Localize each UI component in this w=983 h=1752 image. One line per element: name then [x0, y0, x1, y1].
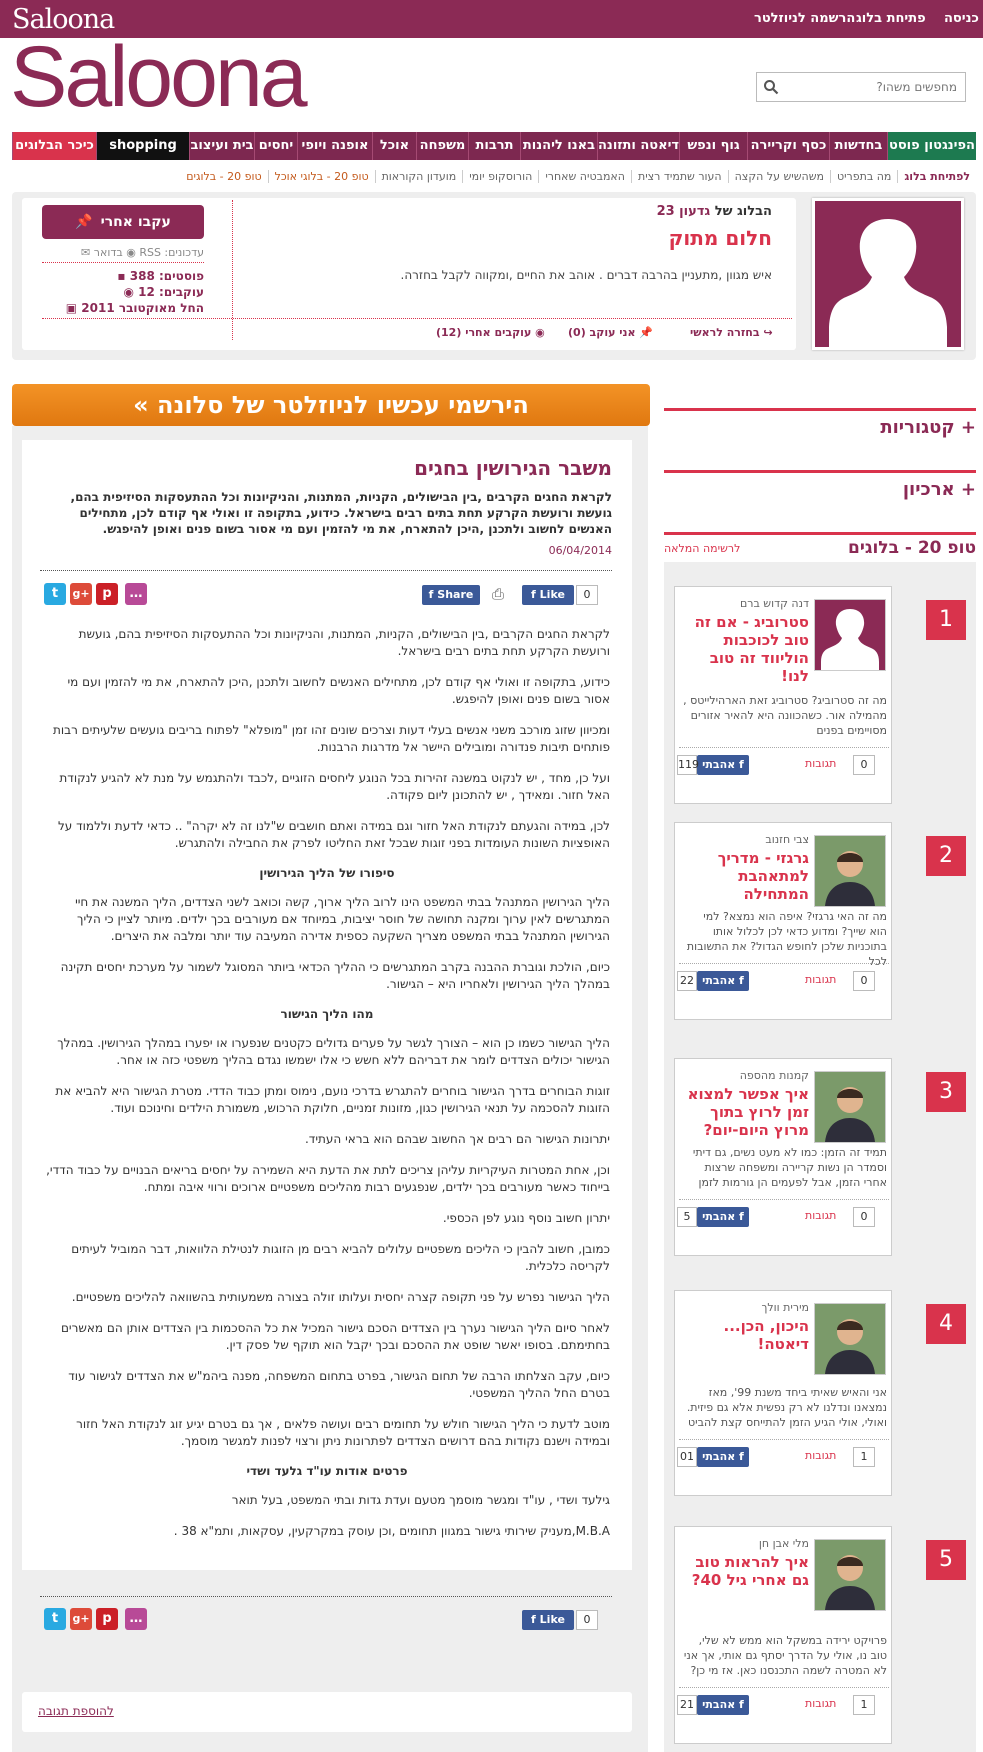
eye-icon: ◉: [535, 326, 545, 339]
sub-nav: [12, 166, 976, 188]
card-responses-count: 0: [853, 755, 875, 775]
categories-toggle[interactable]: + קטגוריות: [664, 408, 976, 442]
twitter-share-icon[interactable]: t: [44, 1608, 66, 1630]
nav-item-food[interactable]: אוכל: [372, 132, 416, 160]
article-paragraph: יתרונות הגישור הם רבים אך החשוב שבהם הוא בראי העתיד.: [304, 1132, 610, 1146]
home-arrow-icon: ↪: [763, 326, 773, 339]
facebook-like-button[interactable]: f Like: [522, 585, 574, 605]
article-paragraph: לאחר סיום הליך הגישור נערך בין הצדדים הסכם גישור המכיל את כל ההסכמות בין הצדדים אותן הם מאשרים בחתימתם. בסופו יאשר שופט את ההסכם ובכך יקבל הוא תוקף של פסק דין.: [60, 1321, 610, 1352]
card-like-label: אהבתי: [702, 1210, 736, 1223]
rank-badge: 2: [926, 836, 966, 876]
card-like-button[interactable]: אהבתי f: [697, 1447, 749, 1467]
search-box: [756, 72, 966, 102]
article-subheading: סיפורו של הליך הגירושין: [259, 866, 395, 880]
card-like-label: אהבתי: [702, 974, 736, 987]
since-date: החל מאוקטובר 2011: [81, 301, 204, 315]
card-like-label: אהבתי: [702, 1698, 736, 1711]
card-responses-count: 0: [853, 971, 875, 991]
updates-row: [42, 246, 204, 259]
like-count: 0: [576, 585, 598, 605]
like-label: Like: [539, 1613, 565, 1626]
nav-item-huffington[interactable]: הפינגטון פוסט: [887, 132, 976, 160]
card-author[interactable]: דנה קדוש ברם: [739, 597, 809, 610]
article-paragraph: זוגות הבוחרים בדרך הגישור בוחרים להתגרש בדרכי נועם, נימוס ומתן כבוד הדדי. מטרת הגישור היא להביא את הזוגות להסכמה על תנאי הגירושין כגון, מזונות זמניים, חלוקת הרכוש, משמורת הילדים וחינוכם ועוד.: [55, 1084, 610, 1115]
card-responses-count: 1: [853, 1695, 875, 1715]
card-like-button[interactable]: אהבתי f: [697, 1695, 749, 1715]
newsletter-banner[interactable]: הירשמי עכשיו לניוזלטר של סלונה »: [12, 384, 650, 426]
rank-badge: 1: [926, 600, 966, 640]
article-paragraph: יתרון חשוב נוסף נוגע לפן הכספי.: [442, 1211, 610, 1225]
full-list-link[interactable]: לרשימה המלאה: [664, 542, 741, 555]
card-excerpt: אני והאיש שאיתי ביחד משנת 99', מאז נמצאנו ונדלנו לא רק נפשית אלא גם פיזית. ואולי, אולי הגיע הזמן להתייחס קצת להביט: [686, 1386, 887, 1429]
email-link[interactable]: בדואר: [93, 246, 123, 259]
card-footer-divider: [679, 747, 889, 748]
nav-item-blog-square[interactable]: כיכר הבלוגים: [12, 132, 96, 160]
blog-owner-line: [400, 204, 772, 219]
pinterest-share-icon[interactable]: p: [96, 1608, 118, 1630]
card-like-count: 119: [677, 755, 697, 775]
card-like-count: 21: [677, 1695, 697, 1715]
article-paragraph: לכן, במידה והגעתם לנקודת האל חזור וגם במידה ואתם חושבים ש"לנו זה לא יקרה" .. כדאי לדעת וללמוד על האופציות השונות העומדות בפני זוגות שבכל זאת החליטו לפרק את החבילה ולהתגרש.: [57, 819, 610, 850]
card-thumbnail[interactable]: [814, 1071, 886, 1143]
card-responses-label[interactable]: תגובות: [805, 757, 837, 770]
i-follow-link[interactable]: [568, 326, 653, 339]
card-title[interactable]: היכון, הכן... דיאטה!: [723, 1317, 809, 1353]
person-photo-icon: [815, 1304, 885, 1374]
article-divider-bottom: [40, 1596, 612, 1597]
article-paragraph: מוטב לדעת כי הליך הגישור חולש על תחומים רבים ועושה פלאים , אך גם בטרם יגיע זוג לנקודת האל חזור ובמידה וישנם נקודות בהם דרושים הצדדים לפתרונות ניתן ורצוי לפנות למגשר מוסמך.: [76, 1417, 610, 1448]
i-follow-label: אני עוקב (0): [568, 326, 636, 339]
card-author[interactable]: מלי אבן חן: [758, 1537, 809, 1550]
blog-stats: [42, 268, 204, 316]
subnav-item[interactable]: הורוסקופ יומי: [462, 170, 538, 183]
card-author[interactable]: מירית וולך: [761, 1301, 809, 1314]
like-count: 0: [576, 1610, 598, 1630]
following-me-link[interactable]: [436, 326, 545, 339]
pinterest-share-icon[interactable]: p: [96, 583, 118, 605]
card-like-label: אהבתי: [702, 758, 736, 771]
rank-badge: 4: [926, 1304, 966, 1344]
following-me-label: עוקבים אחרי (12): [436, 326, 532, 339]
card-responses-count: 1: [853, 1447, 875, 1467]
top20-card: [674, 1290, 892, 1496]
blog-description: איש מגוון ,מתעניין בהרבה דברים . אוהב את החיים ,ומקווה לקבל בחזרה.: [400, 268, 772, 282]
article-subheading: מהו הליך הגישור: [280, 1007, 374, 1021]
site-logo[interactable]: Saloona: [10, 29, 305, 125]
nav-item-diet[interactable]: דיאטה ותזונה: [597, 132, 679, 160]
posts-count: פוסטים: 388: [129, 269, 204, 283]
rank-badge: 5: [926, 1540, 966, 1580]
share-label: Share: [437, 588, 474, 601]
article-paragraph: הליך הגירושין המתנהל בבתי המשפט הינו לרוב הליך ארוך, קשה וכואב לשני הצדדים, הליך המשנה את חיי המתגרשים לאין ערוך ומקנה תחושה של חוסר יציבות, במיוחד אם מעורבים בכך ילדים. מיותר לציין כי הליך הגירושין המתנהל בבתי המשפט מצריך השקעה כספית אדירה המעיבה עוד יותר ומלבה את היצרים.: [75, 895, 610, 943]
card-excerpt: פרויקט ירידה במשקל הוא ממש לא שלי, טוב נו, אולי על הדרך יסתף גם אותי, אך אני לא המטרה לשמה התכנסנו כאן. אז מי כן?: [683, 1634, 887, 1677]
rank-badge: 3: [926, 1072, 966, 1112]
rss-link[interactable]: RSS: [139, 246, 161, 259]
blog-owner[interactable]: גדעון 23: [656, 204, 711, 219]
add-comment-link[interactable]: להוספת תגובה: [38, 1704, 114, 1718]
stats-divider: [42, 262, 204, 263]
pin-icon: 📌: [75, 214, 93, 230]
nav-item-body-soul[interactable]: גוף ונפש: [679, 132, 747, 160]
article-body: [44, 626, 610, 1554]
nav-item-home-design[interactable]: בית ועיצוב: [189, 132, 254, 160]
nav-item-culture[interactable]: תרבות: [468, 132, 520, 160]
followers-count: עוקבים: 12: [138, 285, 204, 299]
nav-item-family[interactable]: משפחה: [416, 132, 468, 160]
article-paragraph: M.B.A,מעניק שירותי גישור במגוון תחומים ,וכן עוסק במקרקעין, עסקאות, ותמ"א 38 .: [173, 1524, 610, 1538]
top20-card: [674, 822, 892, 1020]
twitter-share-icon[interactable]: t: [44, 583, 66, 605]
person-photo-icon: [815, 836, 885, 906]
subnav-item[interactable]: משהשיש על הקצה: [728, 170, 830, 183]
rss-icon: ◉: [126, 246, 136, 259]
blogger-avatar: [812, 198, 964, 350]
comment-share-icon[interactable]: …: [125, 1608, 147, 1630]
article-subheading: פרטים אודות עו"ד גלעד ושדי: [246, 1464, 408, 1478]
google-plus-share-icon[interactable]: g+: [70, 1608, 92, 1630]
card-title[interactable]: איך אפשר למצוא זמן לרוץ בתוך מרוץ היום-יום?: [687, 1085, 809, 1139]
facebook-share-button[interactable]: f Share: [422, 585, 480, 605]
top-logo[interactable]: Saloona: [12, 4, 115, 35]
person-photo-icon: [815, 1072, 885, 1142]
article-paragraph: כיום, עקב הצלחתו הרבה של תחום הגישור, בפרט בתחום המשפחה, מפנה ביהמ"ש את הצדדים לגישור עוד בטרם החל ההליך המשפטי.: [68, 1369, 610, 1400]
card-excerpt: מה זה סטרוביג? סטרוביג זאת הארהילייטס , מהמילה אור. כשהכוונה היא להאיר אזורים מסויימים בפנים: [683, 694, 887, 737]
article-paragraph: כידוע, בתקופה זו ואולי אף קודם לכן, מתחילים האנשים לחשוב ולתכנן ,היכן להתארח, את מי להזמין ועם מי אסור בשום פנים ואופן להיפגש.: [67, 675, 610, 706]
search-input[interactable]: [787, 74, 957, 100]
search-icon[interactable]: [763, 79, 779, 98]
follow-button-label: עקבו אחרי: [100, 214, 171, 230]
top20-card: [674, 1058, 892, 1256]
card-like-button[interactable]: אהבתי f: [697, 1207, 749, 1227]
profile-divider: [232, 200, 233, 340]
follow-button[interactable]: [42, 205, 204, 239]
card-like-count: 22: [677, 971, 697, 991]
nav-item-money-career[interactable]: כסף וקריירה: [747, 132, 829, 160]
nav-item-fashion[interactable]: אופנה ויופי: [297, 132, 372, 160]
card-responses-label[interactable]: תגובות: [805, 973, 837, 986]
article-lead: לקראת החגים הקרבים ,בין הבישולים, הקניות, המתנות, והניקיונות וכל ההתעסקות הסיזיפית בהם, גועשת ורועשת הקרקע תחת בתים רבים בישראל. כידוע, בתקופה זו ואולי אף קודם לכן, מתחילים האנשים לחשוב ולתכנן ,היכן להתארח, את מי להזמין ועם מי אסור בשום פנים ואופן להיפגש.: [70, 490, 612, 536]
card-title[interactable]: גרגזי - מדריך למתאהבת המתחילה: [717, 849, 809, 903]
card-footer-divider: [679, 1199, 889, 1200]
back-home-label: בחזרה לראשי: [690, 326, 760, 339]
card-footer-divider: [679, 1439, 889, 1440]
card-excerpt: מה זה האי גרגזי? איפה הוא נמצא? למי הוא שייך? ומדוע כדאי לכן לכלול אותו בתוכניות שלכן לחופש הגדול? את התשובות לכל: [686, 910, 887, 968]
updates-label: עדכונים:: [164, 246, 204, 259]
card-author[interactable]: קמנות מהספה: [739, 1069, 809, 1082]
newsletter-signup-link[interactable]: הרשמה לניוזלטר: [754, 11, 856, 26]
card-like-button[interactable]: אהבתי f: [697, 971, 749, 991]
card-responses-count: 0: [853, 1207, 875, 1227]
nav-item-relationships[interactable]: יחסים: [254, 132, 297, 160]
article-paragraph: ומכיוון שזוג מורכב משני אנשים בעלי דעות וצרכים שונים זהו זמן "מופלא" לפתוח בריבים גועשים שלעיתים רבות פותחים תיבות פנדורה ומובילים היישר אל מדרגות הרבנות.: [52, 723, 610, 754]
top20-rule: [664, 532, 976, 535]
card-responses-label[interactable]: תגובות: [805, 1697, 837, 1710]
posts-icon: ▪: [117, 269, 126, 283]
top20-title: טופ 20 - בלוגים: [848, 538, 976, 558]
top20-card: [674, 1526, 892, 1744]
main-nav: [12, 132, 976, 160]
open-blog-link[interactable]: פתיחת בלוג: [856, 11, 926, 26]
card-like-count: 01: [677, 1447, 697, 1467]
email-icon: ✉: [81, 246, 91, 259]
article-paragraph: כיום, הולכת וגוברת ההבנה בקרב המתגרשים כי ההליך הכדאי ביותר המסוגל לשמור על מערכת יחסים תקינה במהלך הליך הגירושין ולאחריו היא – הגישור.: [60, 960, 610, 991]
card-thumbnail[interactable]: [814, 599, 886, 671]
profile-footer-divider: [42, 318, 792, 319]
article-divider-top: [40, 570, 612, 571]
print-icon[interactable]: ⎙: [492, 585, 505, 603]
person-photo-icon: [815, 1540, 885, 1610]
archive-toggle[interactable]: + ארכיון: [664, 470, 976, 504]
silhouette-icon: [815, 600, 885, 670]
card-like-label: אהבתי: [702, 1450, 736, 1463]
article-date: 06/04/2014: [548, 544, 612, 557]
blog-of-label: הבלוג של: [714, 204, 772, 219]
blog-name[interactable]: חלום מתוק: [668, 226, 772, 250]
subnav-item[interactable]: האמבטיה שאחרי: [538, 170, 631, 183]
card-thumbnail[interactable]: [814, 1539, 886, 1611]
eye-icon: ◉: [123, 285, 134, 299]
card-title[interactable]: סטרוביג - אם זה טוב לכוכבות הוליווד זה טוב לנו!: [694, 613, 809, 685]
like-label: Like: [539, 588, 565, 601]
article-paragraph: כמובן, חשוב להבין כי הליכים משפטיים עלולים להביא רבים מן הזוגות לנטילת הלוואות, דבר המוביל לעיתים לקריסה כלכלית.: [71, 1242, 610, 1273]
subnav-open-blog[interactable]: לפתיחת בלוג: [897, 170, 976, 183]
subnav-top20-food[interactable]: טופ 20 - בלוגי אוכל: [268, 170, 375, 183]
comment-share-icon[interactable]: …: [125, 583, 147, 605]
article-paragraph: לקראת החגים הקרבים ,בין הבישולים, הקניות, המתנות, והניקיונות וכל ההתעסקות הסיזיפית בהם, גועשת ורועשת הקרקע תחת בתים רבים בישראל.: [78, 627, 610, 658]
card-like-button[interactable]: אהבתי f: [697, 755, 749, 775]
card-excerpt: תמיד זה הזמן: כמו לא מעט נשים, גם דיתי וסמדר הן נשות קריירה ומשפחה שרצות אחרי הזמן, אבל לפעמים הן גורמות לזמן: [692, 1146, 887, 1189]
article-paragraph: הליך הגישור כשמו כן הוא – הצורך לגשר על פערים גדולים כקטנים שנפערו או יפערו במהלך הגירושין. במהלך הגישור יכולים הצדדים לומר את דבריהם ללא חשש כי אלו ישמשו נגדם בהליך משפטי כזה או אחר.: [57, 1036, 610, 1067]
subnav-item[interactable]: העור שתמיד רצית: [631, 170, 728, 183]
subnav-item[interactable]: מועדון הקוראות: [375, 170, 463, 183]
subnav-top20-blogs[interactable]: טופ 20 - בלוגים: [186, 170, 262, 183]
calendar-icon: ▣: [65, 301, 78, 315]
card-author[interactable]: צבי חזנוב: [765, 833, 809, 846]
top20-card: [674, 586, 892, 804]
card-like-count: 5: [677, 1207, 697, 1227]
card-footer-divider: [679, 963, 889, 964]
article-paragraph: הליך הגישור נפרש על פני תקופה קצרה יחסית ועלותו זולה בצורה משמעותית בהשוואה להליכים משפטיים.: [71, 1290, 610, 1304]
nav-item-fun[interactable]: באנו ליהנות: [520, 132, 597, 160]
card-responses-label[interactable]: תגובות: [805, 1209, 837, 1222]
pin-icon: 📌: [639, 326, 654, 339]
card-responses-label[interactable]: תגובות: [805, 1449, 837, 1462]
back-home-link[interactable]: [690, 326, 773, 339]
nav-item-news[interactable]: בחדשות: [829, 132, 887, 160]
article-paragraph: ועל כן, מחד , יש לנקוט במשנה זהירות בכל הנוגע ליחסים הזוגיים ,לכבד ולהתגמש על מנת לא להגיע לנקודת האל חזור. ומאידך , יש להתכונן ליום פקודה.: [59, 771, 610, 802]
article-paragraph: וכן, אחת המטרות העיקריות עליהן צריכים לתת את הדעת היא השמירה על יחסים בריאים הבנויים על כבוד הדדי, בייחוד כאשר מעורבים בכך ילדים, שנפגעים רבות מהליכים משפטיים ארוכים ורווי איבה ומתח.: [46, 1163, 610, 1194]
login-link[interactable]: כניסה: [944, 11, 979, 26]
card-thumbnail[interactable]: [814, 1303, 886, 1375]
facebook-like-button[interactable]: f Like: [522, 1610, 574, 1630]
article-title: משבר הגירושין בחגים: [414, 456, 612, 480]
article-paragraph: גילעד ושדי , עו"ד ומגשר מוסמך מטעם ועדת גדות ובתי המשפט, בעל תואר: [231, 1493, 610, 1507]
card-thumbnail[interactable]: [814, 835, 886, 907]
card-title[interactable]: איך להראות טוב גם אחרי גיל 40?: [691, 1553, 809, 1589]
subnav-item[interactable]: מה בתפריט: [830, 170, 897, 183]
google-plus-share-icon[interactable]: g+: [70, 583, 92, 605]
nav-item-shopping[interactable]: shopping: [96, 132, 189, 160]
card-footer-divider: [679, 1687, 889, 1688]
